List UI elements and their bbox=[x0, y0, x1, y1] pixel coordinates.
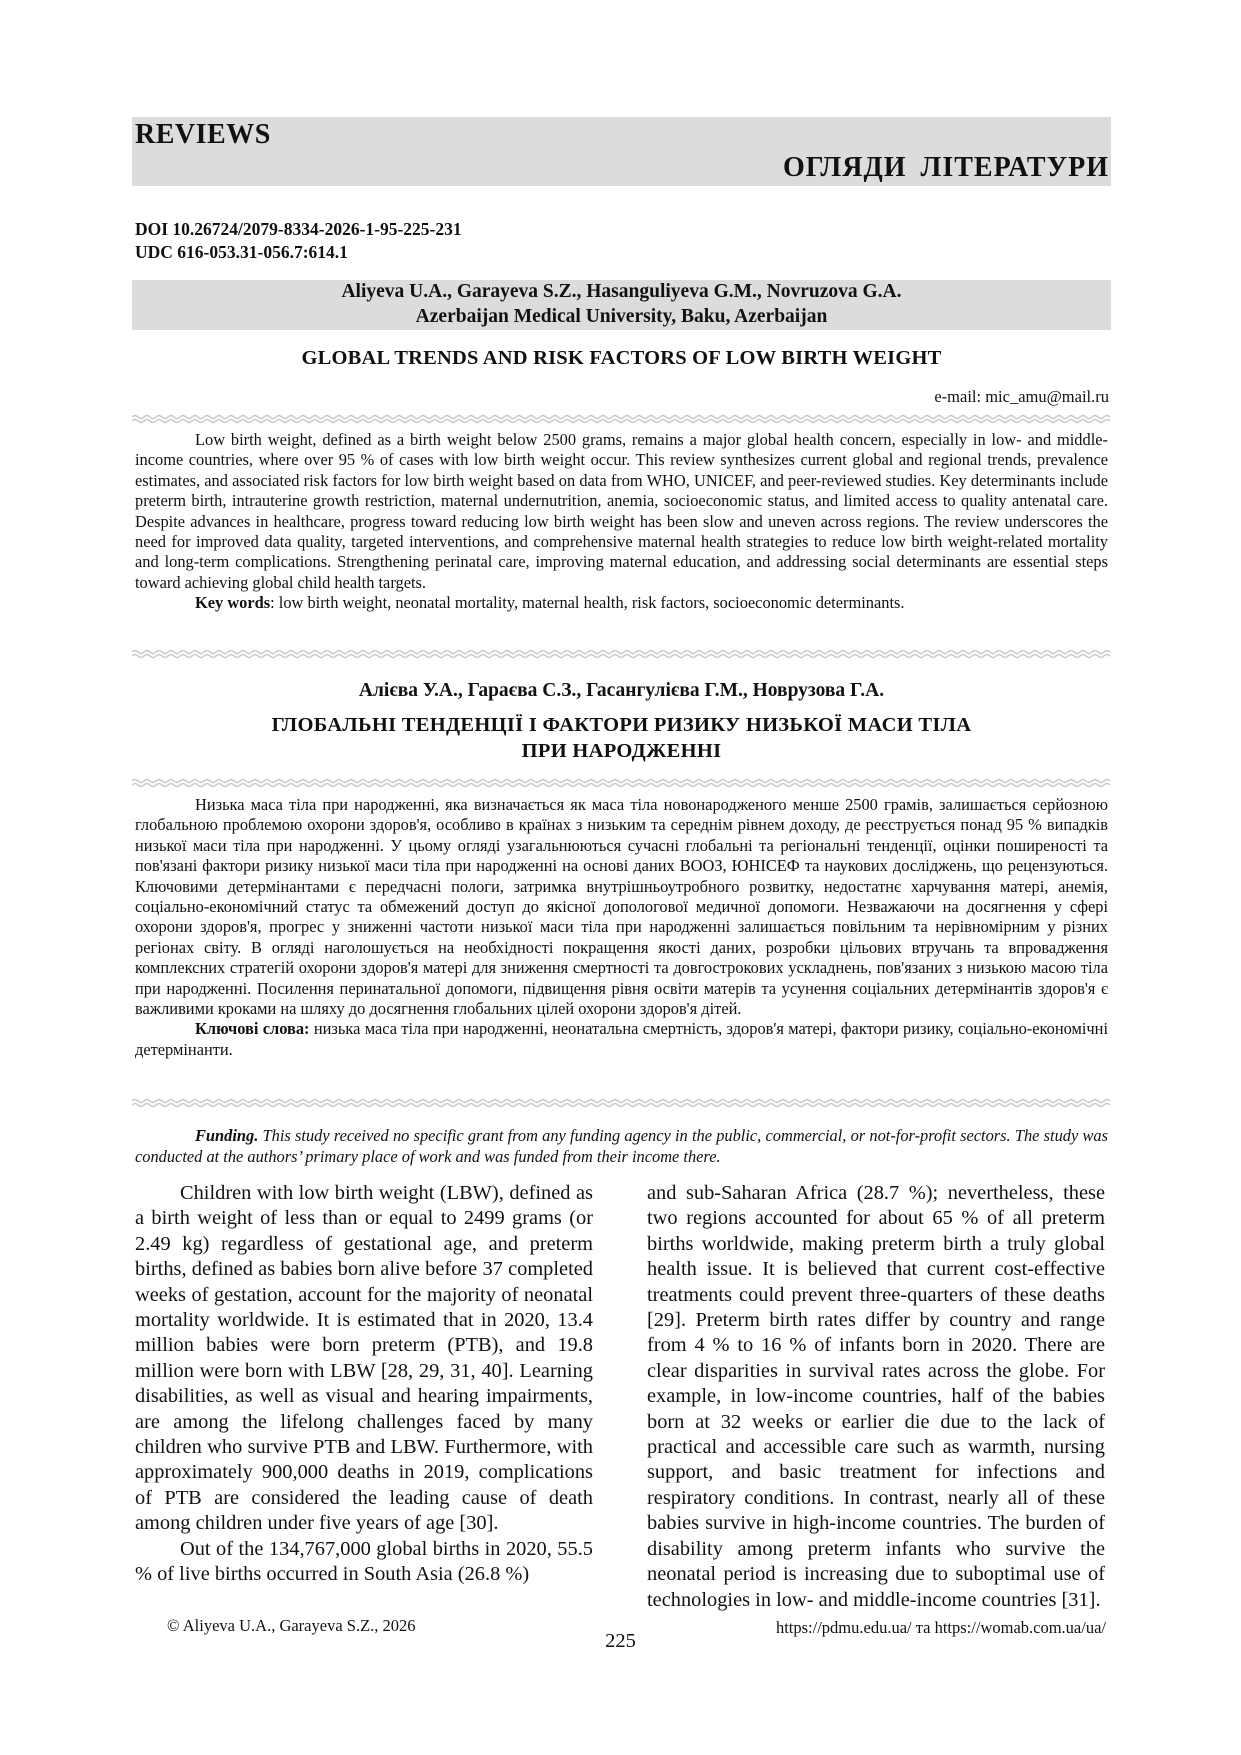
udc: UDC 616-053.31-056.7:614.1 bbox=[135, 242, 348, 262]
wavy-divider bbox=[132, 649, 1111, 659]
wavy-divider bbox=[132, 414, 1111, 424]
funding-text: This study received no specific grant from any funding agency in the public, commercial, or not-for-profit sectors. The study was conducted at the authors’ primary place of work and was funded from their income there. bbox=[135, 1126, 1108, 1166]
keywords-en-label: Key words bbox=[195, 593, 271, 613]
keywords-en-text: : low birth weight, neonatal mortality, maternal health, risk factors, socioeconomic determinants. bbox=[270, 593, 905, 613]
page-number: 225 bbox=[605, 1630, 636, 1652]
abstract-en bbox=[135, 430, 1108, 614]
journal-urls: https://pdmu.edu.ua/ та https://womab.com.ua/ua/ bbox=[775, 1618, 1106, 1637]
body-paragraph: Out of the 134,767,000 global births in 2020, 55.5 % of live births occurred in South Asia (26.8 %) bbox=[135, 1537, 593, 1586]
keywords-ua bbox=[135, 1019, 1108, 1060]
body-paragraph: and sub-Saharan Africa (28.7 %); nevertheless, these two regions accounted for about 65 % of all preterm births worldwide, making preterm birth a truly global health issue. It is believed that current cost-effective treatments could prevent three-quarters of these deaths [29]. Preterm birth rates differ by country and range from 4 % to 16 % of infants born in 2020. There are clear disparities in survival rates across the globe. For example, in low-income countries, half of the babies born at 32 weeks or earlier die due to the lack of practical and accessible care such as warmth, nursing support, and basic treatment for infections and respiratory conditions. In contrast, nearly all of these babies survive in high-income countries. The burden of disability among preterm infants who survive the neonatal period is increasing due to suboptimal use of technologies in low- and middle-income countries [31]. bbox=[647, 1182, 1105, 1611]
keywords-ua-text: низька маса тіла при народженні, неонатальна смертність, здоров'я матері, фактори ризику, соціально-економічні детермінанти. bbox=[135, 1019, 1109, 1059]
wavy-divider bbox=[132, 778, 1111, 788]
wavy-divider bbox=[132, 1098, 1111, 1108]
article-title-en: GLOBAL TRENDS AND RISK FACTORS OF LOW BIRTH WEIGHT bbox=[301, 347, 942, 369]
abstract-ua bbox=[135, 795, 1108, 1060]
funding-label: Funding. bbox=[195, 1126, 259, 1145]
section-title-en: REVIEWS bbox=[135, 119, 271, 150]
abstract-en-text: Low birth weight, defined as a birth weight below 2500 grams, remains a major global health concern, especially in low- and middle-income countries, where over 95 % of cases with low birth weight occur. This review synthesizes current global and regional trends, prevalence estimates, and associated risk factors for low birth weight based on data from WHO, UNICEF, and peer-reviewed studies. Key determinants include preterm birth, intrauterine growth restriction, maternal undernutrition, anemia, socioeconomic status, and limited access to quality antenatal care. Despite advances in healthcare, progress toward reducing low birth weight has been slow and uneven across regions. The review underscores the need for improved data quality, targeted interventions, and comprehensive maternal health strategies to reduce low birth weight-related mortality and long-term complications. Strengthening perinatal care, improving maternal education, and addressing social determinants are essential steps toward achieving global child health targets. bbox=[135, 430, 1108, 592]
section-title-ua: ОГЛЯДИ ЛІТЕРАТУРИ bbox=[783, 152, 1109, 183]
authors-en: Aliyeva U.A., Garayeva S.Z., Hasanguliyeva G.M., Novruzova G.A. bbox=[341, 281, 902, 302]
body-paragraph: Children with low birth weight (LBW), defined as a birth weight of less than or equal to 2499 grams (or 2.49 kg) regardless of gestational age, and preterm births, defined as babies born alive before 37 completed weeks of gestation, account for the majority of neonatal mortality worldwide. It is estimated that in 2020, 13.4 million babies were born preterm (PTB), and 19.8 million were born with LBW [28, 29, 31, 40]. Learning disabilities, as well as visual and hearing impairments, are among the lifelong challenges faced by many children who survive PTB and LBW. Furthermore, with approximately 900,000 deaths in 2019, complications of PTB are considered the leading cause of death among children under five years of age [30]. bbox=[135, 1182, 593, 1535]
doi: DOI 10.26724/2079-8334-2026-1-95-225-231 bbox=[135, 219, 462, 239]
article-title-ua bbox=[132, 712, 1111, 764]
article-identifiers bbox=[135, 218, 462, 264]
keywords-en bbox=[135, 593, 1108, 613]
affiliation: Azerbaijan Medical University, Baku, Azerbaijan bbox=[415, 306, 828, 327]
funding-statement bbox=[135, 1125, 1108, 1167]
abstract-ua-text: Низька маса тіла при народженні, яка визначається як маса тіла новонародженого менше 2500 грамів, залишається серйозною глобальною проблемою охорони здоров'я, особливо в країнах з низьким та середнім рівнем доходу, де реєструється понад 95 % випадків низької маси тіла при народженні. У цьому огляді узагальнюються сучасні глобальні та регіональні тенденції, оцінки поширеності та пов'язані фактори ризику низької маси тіла при народженні на основі даних ВООЗ, ЮНІСЕФ та наукових досліджень, що рецензуються. Ключовими детермінантами є передчасні пологи, затримка внутрішньоутробного розвитку, недостатнє харчування матері, анемія, соціально-економічний статус та обмежений доступ до якісної допологової медичної допомоги. Незважаючи на досягнення у сфері охорони здоров'я, прогрес у зниженні частоти низької маси тіла при народженні залишається повільним та нерівномірним у різних регіонах світу. В огляді наголошується на необхідності покращення якості даних, розробки цільових втручань та впровадження комплексних стратегій охорони здоров'я матері для зниження смертності та довгострокових ускладнень, пов'язаних з низькою масою тіла при народженні. Посилення перинатальної допомоги, підвищення рівня освіти матерів та усунення соціальних детермінантів здоров'я є важливими кроками на шляху до досягнення глобальних цілей охорони здоров'я дітей. bbox=[135, 795, 1108, 1019]
contact-email: e-mail: mic_amu@mail.ru bbox=[934, 387, 1109, 406]
body-column-right bbox=[647, 1181, 1105, 1613]
body-column-left bbox=[135, 1181, 593, 1588]
article-title-ua-line1: ГЛОБАЛЬНІ ТЕНДЕНЦІЇ І ФАКТОРИ РИЗИКУ НИЗЬКОЇ МАСИ ТІЛА bbox=[271, 714, 972, 736]
copyright: © Aliyeva U.A., Garayeva S.Z., 2026 bbox=[167, 1616, 416, 1635]
authors-en-block bbox=[132, 279, 1111, 329]
authors-ua: Алієва У.А., Гараєва С.З., Гасангулієва Г.М., Новрузова Г.А. bbox=[358, 680, 885, 701]
article-title-ua-line2: ПРИ НАРОДЖЕННІ bbox=[521, 740, 722, 762]
keywords-ua-label: Ключові слова: bbox=[195, 1019, 310, 1039]
